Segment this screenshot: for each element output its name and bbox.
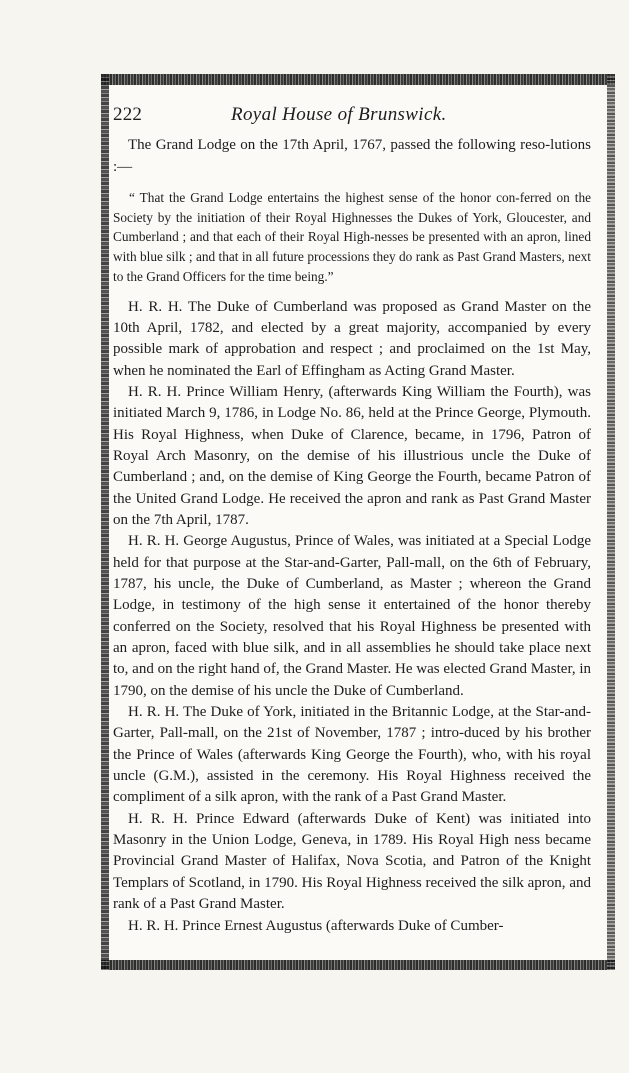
bottom-page-edge xyxy=(101,960,615,970)
page-header xyxy=(113,104,591,125)
left-page-edge xyxy=(101,74,109,970)
paragraph-duke-york: H. R. H. The Duke of York, initiated in the Britannic Lodge, at the Star-and-Garter, Pall-mall, on the 21st of November, 1787 ; intro-duced by his brother the Prince of Wales (afterwards King George the Fourth), who, with his royal uncle (G.M.), assisted in the ceremony. His Royal Highness received the compliment of a silk apron, with the rank of a Past Grand Master. xyxy=(113,704,591,806)
top-page-edge xyxy=(101,74,615,85)
paragraph-prince-william-henry: H. R. H. Prince William Henry, (afterwards King William the Fourth), was initiated March 9, 1786, in Lodge No. 86, held at the Prince George, Plymouth. His Royal Highness, when Duke of Clarence, became, in 1796, Patron of Royal Arch Masonry, on the demise of his illustrious uncle the Duke of Cumberland ; and, on the demise of King George the Fourth, became Patron of the United Grand Lodge. He received the apron and rank as Past Grand Master on the 7th April, 1787. xyxy=(113,383,591,528)
running-head: Royal House of Brunswick. xyxy=(231,104,447,125)
paragraph-prince-ernest-augustus: H. R. H. Prince Ernest Augustus (afterwards Duke of Cumber- xyxy=(128,917,504,934)
page-content xyxy=(113,104,591,937)
paragraph-prince-of-wales: H. R. H. George Augustus, Prince of Wales, was initiated at a Special Lodge held for that purpose at the Star-and-Garter, Pall-mall, on the 6th of February, 1787, his uncle, the Duke of Cumberland, as Master ; whereon the Grand Lodge, in testimony of the high sense it entertained of the honor thereby conferred on the Society, resolved that his Royal Highness be presented with an apron, faced with blue silk, and in all assemblies he should take place next to, and on the right hand of, the Grand Master. He was elected Grand Master, in 1790, on the demise of his uncle the Duke of Cumberland. xyxy=(113,533,592,699)
paragraph-resolutions: The Grand Lodge on the 17th April, 1767, passed the following reso-lutions :— xyxy=(113,137,591,175)
paragraph-duke-cumberland: H. R. H. The Duke of Cumberland was proposed as Grand Master on the 10th April, 1782, and elected by a great majority, accompanied by every possible mark of approbation and respect ; and proclaimed on the 1st May, when he nominated the Earl of Effingham as Acting Grand Master. xyxy=(113,298,591,379)
right-page-edge xyxy=(607,74,615,970)
page-number: 222 xyxy=(113,104,143,125)
paragraph-prince-edward: H. R. H. Prince Edward (afterwards Duke of Kent) was initiated into Masonry in the Union Lodge, Geneva, in 1789. His Royal High ness became Provincial Grand Master of Halifax, Nova Scotia, and Patron of the Knight Templars of Scotland, in 1790. His Royal Highness received the silk apron, and rank of a Past Grand Master. xyxy=(113,810,591,913)
resolution-quote: “ That the Grand Lodge entertains the highest sense of the honor con-ferred on the Society by the initiation of their Royal Highnesses the Dukes of York, Gloucester, and Cumberland ; and that each of their Royal High-nesses be presented with an apron, lined with blue silk ; and that in all future processions they do rank as Past Grand Masters, next to the Grand Officers for the time being.” xyxy=(113,190,591,284)
